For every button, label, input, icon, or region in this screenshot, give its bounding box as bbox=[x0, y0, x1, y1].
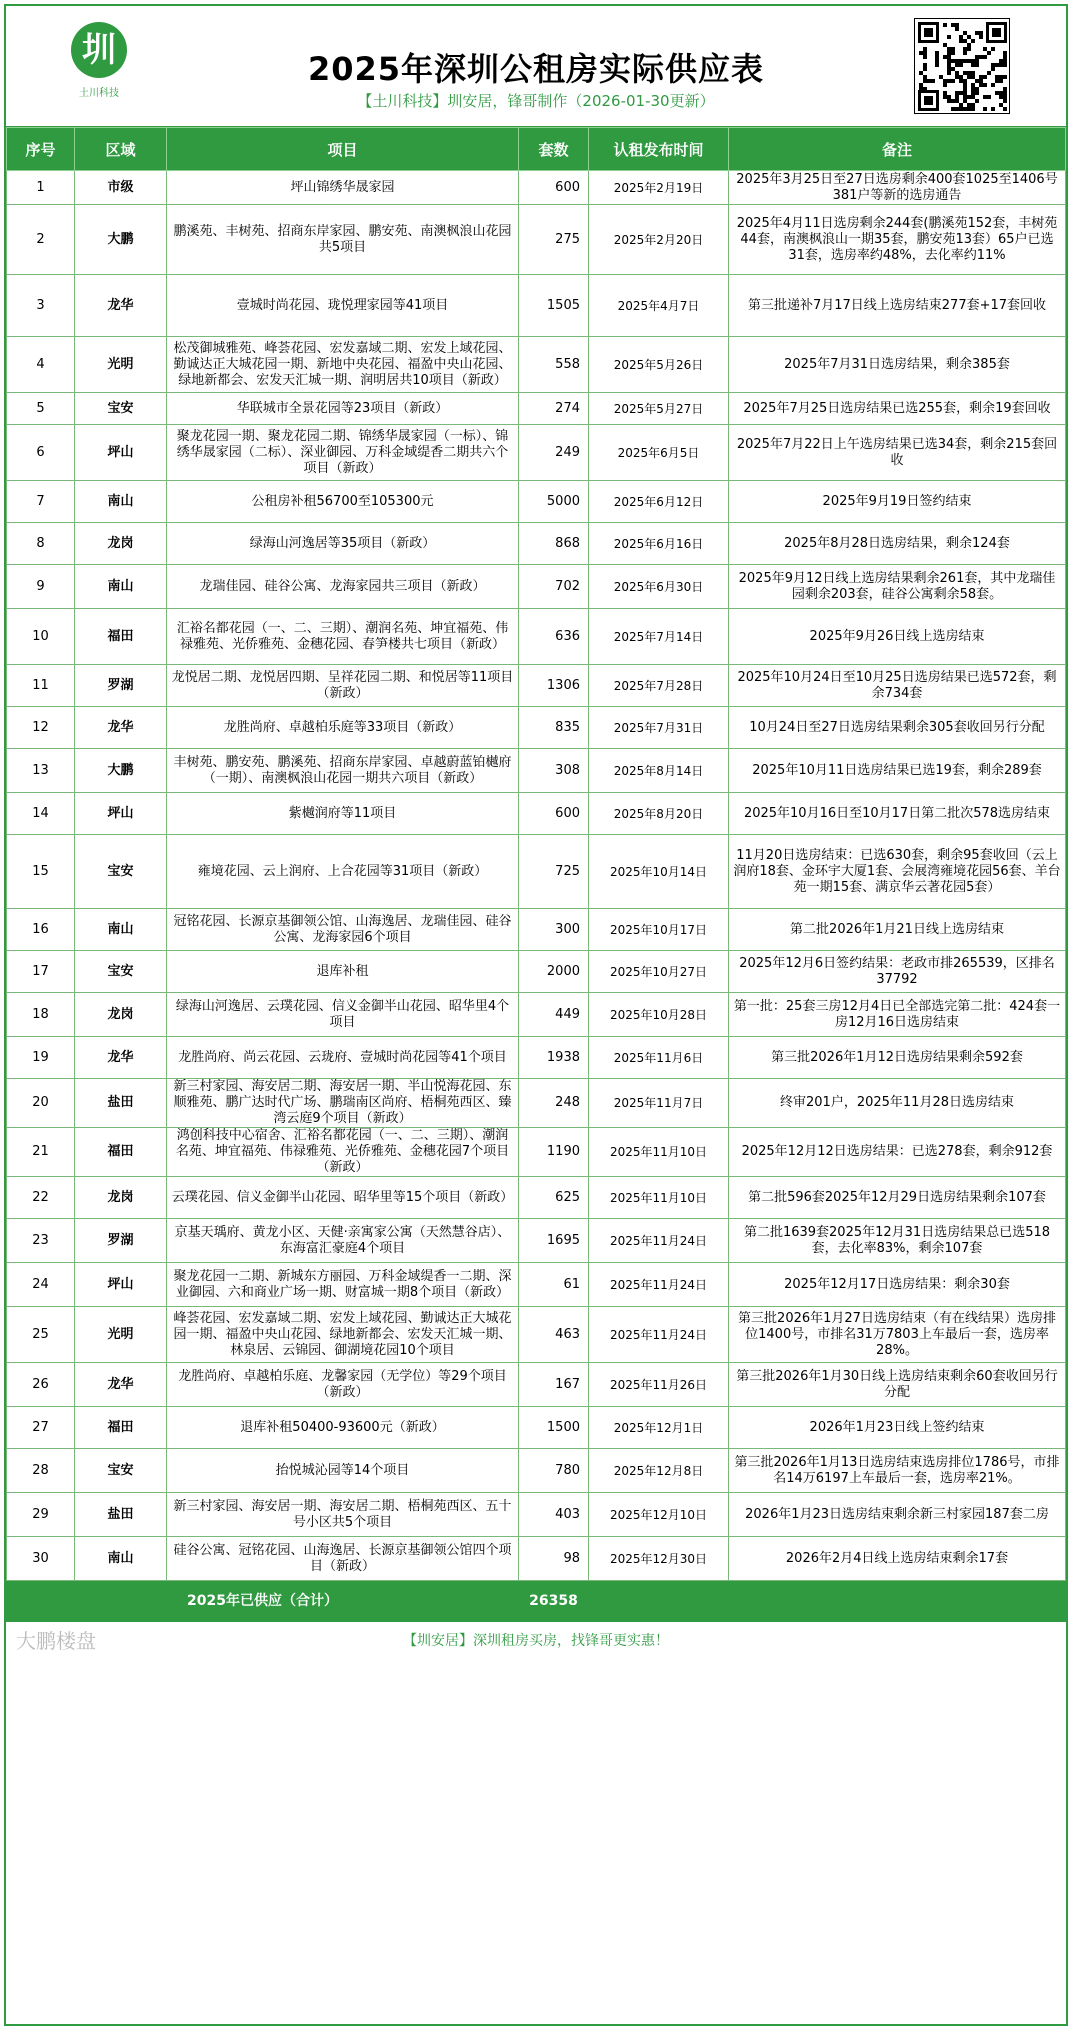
cell-count: 1695 bbox=[519, 1219, 589, 1263]
cell-project: 华联城市全景花园等23项目（新政） bbox=[167, 393, 519, 425]
cell-note: 2025年3月25日至27日选房剩余400套1025至1406号381户等新的选房通告 bbox=[729, 171, 1066, 205]
cell-project: 坪山锦绣华晟家园 bbox=[167, 171, 519, 205]
table-header-row bbox=[7, 128, 1066, 171]
cell-date: 2025年5月27日 bbox=[589, 393, 729, 425]
cell-date: 2025年12月1日 bbox=[589, 1407, 729, 1449]
cell-count: 61 bbox=[519, 1263, 589, 1307]
cell-count: 1190 bbox=[519, 1128, 589, 1177]
table-row bbox=[7, 565, 1066, 609]
cell-date: 2025年5月26日 bbox=[589, 337, 729, 393]
cell-no: 24 bbox=[7, 1263, 75, 1307]
cell-note: 第三批递补7月17日线上选房结束277套+17套回收 bbox=[729, 275, 1066, 337]
cell-area: 龙华 bbox=[75, 275, 167, 337]
cell-project: 汇裕名都花园（一、二、三期）、潮润名苑、坤宜福苑、伟禄雅苑、光侨雅苑、金穗花园、春笋楼共七项目（新政） bbox=[167, 609, 519, 665]
cell-no: 15 bbox=[7, 835, 75, 909]
cell-count: 636 bbox=[519, 609, 589, 665]
cell-no: 9 bbox=[7, 565, 75, 609]
cell-project: 退库补租 bbox=[167, 951, 519, 993]
cell-area: 坪山 bbox=[75, 425, 167, 481]
cell-project: 京基天瑀府、黄龙小区、天健·亲寓家公寓（天然慧谷店）、东海富汇豪庭4个项目 bbox=[167, 1219, 519, 1263]
table-row bbox=[7, 665, 1066, 707]
cell-note: 2026年1月23日线上签约结束 bbox=[729, 1407, 1066, 1449]
cell-date: 2025年11月24日 bbox=[589, 1263, 729, 1307]
cell-note: 第三批2026年1月30日线上选房结束剩余60套收回另行分配 bbox=[729, 1363, 1066, 1407]
cell-area: 南山 bbox=[75, 909, 167, 951]
cell-project: 雍境花园、云上润府、上合花园等31项目（新政） bbox=[167, 835, 519, 909]
cell-count: 5000 bbox=[519, 481, 589, 523]
cell-date: 2025年10月27日 bbox=[589, 951, 729, 993]
cell-no: 23 bbox=[7, 1219, 75, 1263]
cell-area: 坪山 bbox=[75, 793, 167, 835]
cell-note: 第二批596套2025年12月29日选房结果剩余107套 bbox=[729, 1177, 1066, 1219]
cell-no: 27 bbox=[7, 1407, 75, 1449]
cell-area: 福田 bbox=[75, 609, 167, 665]
cell-note: 第一批：25套三房12月4日已全部选完第二批：424套一房12月16日选房结束 bbox=[729, 993, 1066, 1037]
cell-area: 宝安 bbox=[75, 393, 167, 425]
qr-code-icon bbox=[914, 18, 1010, 114]
cell-count: 702 bbox=[519, 565, 589, 609]
cell-project: 退库补租50400-93600元（新政） bbox=[167, 1407, 519, 1449]
cell-date: 2025年10月17日 bbox=[589, 909, 729, 951]
table-row bbox=[7, 205, 1066, 275]
cell-no: 26 bbox=[7, 1363, 75, 1407]
supply-table bbox=[6, 127, 1066, 1622]
cell-project: 冠铭花园、长源京基御领公馆、山海逸居、龙瑞佳园、硅谷公寓、龙海家园6个项目 bbox=[167, 909, 519, 951]
cell-date: 2025年11月26日 bbox=[589, 1363, 729, 1407]
cell-project: 壹城时尚花园、珑悦理家园等41项目 bbox=[167, 275, 519, 337]
cell-no: 3 bbox=[7, 275, 75, 337]
cell-area: 宝安 bbox=[75, 1449, 167, 1493]
table-row bbox=[7, 951, 1066, 993]
cell-date: 2025年6月5日 bbox=[589, 425, 729, 481]
cell-no: 28 bbox=[7, 1449, 75, 1493]
cell-project: 峰荟花园、宏发嘉域二期、宏发上域花园、勤诚达正大城花园一期、福盈中央山花园、绿地新都会、宏发天汇城一期、林泉居、云锦园、御湖境花园10个项目 bbox=[167, 1307, 519, 1363]
cell-area: 罗湖 bbox=[75, 665, 167, 707]
cell-date: 2025年11月24日 bbox=[589, 1307, 729, 1363]
cell-no: 4 bbox=[7, 337, 75, 393]
cell-no: 20 bbox=[7, 1079, 75, 1128]
cell-no: 11 bbox=[7, 665, 75, 707]
cell-area: 南山 bbox=[75, 565, 167, 609]
cell-note: 2025年12月12日选房结果：已选278套，剩余912套 bbox=[729, 1128, 1066, 1177]
cell-date: 2025年2月20日 bbox=[589, 205, 729, 275]
page-subtitle: 【土川科技】圳安居，锋哥制作（2026-01-30更新） bbox=[357, 92, 715, 110]
cell-area: 福田 bbox=[75, 1407, 167, 1449]
cell-no: 12 bbox=[7, 707, 75, 749]
cell-area: 龙岗 bbox=[75, 993, 167, 1037]
cell-count: 275 bbox=[519, 205, 589, 275]
cell-note: 第二批2026年1月21日线上选房结束 bbox=[729, 909, 1066, 951]
page bbox=[4, 4, 1068, 2026]
cell-count: 780 bbox=[519, 1449, 589, 1493]
cell-no: 21 bbox=[7, 1128, 75, 1177]
table-row bbox=[7, 793, 1066, 835]
table-row bbox=[7, 1037, 1066, 1079]
cell-count: 463 bbox=[519, 1307, 589, 1363]
cell-date: 2025年6月16日 bbox=[589, 523, 729, 565]
cell-count: 249 bbox=[519, 425, 589, 481]
cell-area: 龙华 bbox=[75, 1363, 167, 1407]
col-header-date: 认租发布时间 bbox=[589, 128, 729, 171]
cell-date: 2025年12月8日 bbox=[589, 1449, 729, 1493]
cell-note: 2026年1月23日选房结束剩余新三村家园187套二房 bbox=[729, 1493, 1066, 1537]
cell-note: 2025年8月28日选房结果，剩余124套 bbox=[729, 523, 1066, 565]
cell-note: 2025年9月19日签约结束 bbox=[729, 481, 1066, 523]
cell-no: 16 bbox=[7, 909, 75, 951]
cell-note: 2025年10月16日至10月17日第二批次578选房结束 bbox=[729, 793, 1066, 835]
cell-note: 第三批2026年1月12日选房结果剩余592套 bbox=[729, 1037, 1066, 1079]
table-row bbox=[7, 1449, 1066, 1493]
cell-date: 2025年8月14日 bbox=[589, 749, 729, 793]
cell-project: 鹏溪苑、丰树苑、招商东岸家园、鹏安苑、南澳枫浪山花园共5项目 bbox=[167, 205, 519, 275]
table-row bbox=[7, 1537, 1066, 1581]
cell-no: 14 bbox=[7, 793, 75, 835]
cell-date: 2025年12月10日 bbox=[589, 1493, 729, 1537]
logo-text: 土川科技 bbox=[79, 88, 119, 99]
cell-project: 龙胜尚府、卓越柏乐庭、龙馨家园（无学位）等29个项目（新政） bbox=[167, 1363, 519, 1407]
cell-count: 558 bbox=[519, 337, 589, 393]
cell-project: 新三村家园、海安居二期、海安居一期、半山悦海花园、东顺雅苑、鹏广达时代广场、鹏瑞南区尚府、梧桐苑西区、臻湾云庭9个项目（新政） bbox=[167, 1079, 519, 1128]
cell-note: 2025年10月11日选房结果已选19套，剩余289套 bbox=[729, 749, 1066, 793]
cell-no: 8 bbox=[7, 523, 75, 565]
cell-no: 17 bbox=[7, 951, 75, 993]
cell-note: 2025年9月26日线上选房结束 bbox=[729, 609, 1066, 665]
cell-note: 2025年7月31日选房结果，剩余385套 bbox=[729, 337, 1066, 393]
cell-area: 大鹏 bbox=[75, 749, 167, 793]
cell-date: 2025年8月20日 bbox=[589, 793, 729, 835]
col-header-project: 项目 bbox=[167, 128, 519, 171]
cell-date: 2025年6月12日 bbox=[589, 481, 729, 523]
cell-note: 2025年12月17日选房结果：剩余30套 bbox=[729, 1263, 1066, 1307]
header bbox=[6, 6, 1066, 127]
cell-area: 龙岗 bbox=[75, 523, 167, 565]
cell-date: 2025年12月30日 bbox=[589, 1537, 729, 1581]
total-value: 26358 bbox=[519, 1581, 589, 1622]
table-row bbox=[7, 275, 1066, 337]
cell-date: 2025年11月10日 bbox=[589, 1177, 729, 1219]
cell-area: 罗湖 bbox=[75, 1219, 167, 1263]
cell-project: 聚龙花园一期、聚龙花园二期、锦绣华晟家园（一标）、锦绣华晟家园（二标）、深业御园、万科金域缇香二期共六个项目（新政） bbox=[167, 425, 519, 481]
cell-area: 龙岗 bbox=[75, 1177, 167, 1219]
cell-project: 丰树苑、鹏安苑、鹏溪苑、招商东岸家园、卓越蔚蓝铂樾府（一期）、南澳枫浪山花园一期共六项目（新政） bbox=[167, 749, 519, 793]
cell-no: 25 bbox=[7, 1307, 75, 1363]
cell-count: 300 bbox=[519, 909, 589, 951]
cell-area: 龙华 bbox=[75, 707, 167, 749]
cell-note: 终审201户，2025年11月28日选房结束 bbox=[729, 1079, 1066, 1128]
footer bbox=[6, 1622, 1066, 1660]
cell-count: 274 bbox=[519, 393, 589, 425]
table-row bbox=[7, 481, 1066, 523]
cell-project: 鸿创科技中心宿舍、汇裕名都花园（一、二、三期）、潮润名苑、坤宜福苑、伟禄雅苑、光侨雅苑、金穗花园7个项目（新政） bbox=[167, 1128, 519, 1177]
table-row bbox=[7, 1493, 1066, 1537]
cell-no: 7 bbox=[7, 481, 75, 523]
cell-area: 南山 bbox=[75, 1537, 167, 1581]
cell-project: 龙悦居二期、龙悦居四期、呈祥花园二期、和悦居等11项目（新政） bbox=[167, 665, 519, 707]
cell-no: 18 bbox=[7, 993, 75, 1037]
cell-date: 2025年10月14日 bbox=[589, 835, 729, 909]
cell-date: 2025年11月10日 bbox=[589, 1128, 729, 1177]
table-row bbox=[7, 609, 1066, 665]
table-row bbox=[7, 171, 1066, 205]
cell-count: 2000 bbox=[519, 951, 589, 993]
table-row bbox=[7, 749, 1066, 793]
cell-area: 宝安 bbox=[75, 951, 167, 993]
cell-no: 10 bbox=[7, 609, 75, 665]
cell-date: 2025年11月24日 bbox=[589, 1219, 729, 1263]
cell-no: 19 bbox=[7, 1037, 75, 1079]
cell-date: 2025年6月30日 bbox=[589, 565, 729, 609]
table-row bbox=[7, 1363, 1066, 1407]
cell-date: 2025年7月31日 bbox=[589, 707, 729, 749]
cell-project: 松茂御城雅苑、峰荟花园、宏发嘉域二期、宏发上域花园、勤诚达正大城花园一期、新地中央花园、福盈中央山花园、绿地新都会、宏发天汇城一期、润明居共10项目（新政） bbox=[167, 337, 519, 393]
cell-area: 南山 bbox=[75, 481, 167, 523]
cell-date: 2025年7月14日 bbox=[589, 609, 729, 665]
cell-note: 2025年4月11日选房剩余244套(鹏溪苑152套，丰树苑44套，南澳枫浪山一期35套，鹏安苑13套）65户已选31套，选房率约48%，去化率约11% bbox=[729, 205, 1066, 275]
cell-project: 绿海山河逸居、云璞花园、信义金御半山花园、昭华里4个项目 bbox=[167, 993, 519, 1037]
cell-count: 167 bbox=[519, 1363, 589, 1407]
cell-count: 248 bbox=[519, 1079, 589, 1128]
cell-note: 第三批2026年1月27日选房结束（有在线结果）选房排位1400号，市排名31万7803上车最后一套，选房率28%。 bbox=[729, 1307, 1066, 1363]
cell-count: 1500 bbox=[519, 1407, 589, 1449]
cell-project: 龙胜尚府、卓越柏乐庭等33项目（新政） bbox=[167, 707, 519, 749]
cell-date: 2025年4月7日 bbox=[589, 275, 729, 337]
cell-date: 2025年7月28日 bbox=[589, 665, 729, 707]
cell-count: 600 bbox=[519, 171, 589, 205]
cell-note: 2025年10月24日至10月25日选房结果已选572套，剩余734套 bbox=[729, 665, 1066, 707]
cell-no: 22 bbox=[7, 1177, 75, 1219]
cell-area: 盐田 bbox=[75, 1493, 167, 1537]
cell-count: 868 bbox=[519, 523, 589, 565]
cell-note: 2025年7月22日上午选房结果已选34套，剩余215套回收 bbox=[729, 425, 1066, 481]
cell-area: 福田 bbox=[75, 1128, 167, 1177]
cell-count: 1505 bbox=[519, 275, 589, 337]
cell-area: 市级 bbox=[75, 171, 167, 205]
table-row bbox=[7, 909, 1066, 951]
table-row bbox=[7, 835, 1066, 909]
cell-project: 龙瑞佳园、硅谷公寓、龙海家园共三项目（新政） bbox=[167, 565, 519, 609]
cell-date: 2025年10月28日 bbox=[589, 993, 729, 1037]
cell-project: 聚龙花园一二期、新城东方丽园、万科金域缇香一二期、深业御园、六和商业广场一期、财富城一期8个项目（新政） bbox=[167, 1263, 519, 1307]
cell-project: 云璞花园、信义金御半山花园、昭华里等15个项目（新政） bbox=[167, 1177, 519, 1219]
cell-count: 98 bbox=[519, 1537, 589, 1581]
table-row bbox=[7, 1079, 1066, 1128]
cell-note: 第三批2026年1月13日选房结束选房排位1786号，市排名14万6197上车最后一套，选房率21%。 bbox=[729, 1449, 1066, 1493]
cell-note: 第二批1639套2025年12月31日选房结果总已选518套，去化率83%，剩余107套 bbox=[729, 1219, 1066, 1263]
cell-project: 公租房补租56700至105300元 bbox=[167, 481, 519, 523]
cell-note: 2025年9月12日线上选房结果剩余261套，其中龙瑞佳园剩余203套，硅谷公寓剩余58套。 bbox=[729, 565, 1066, 609]
logo-mark: 圳 bbox=[71, 22, 127, 78]
cell-count: 449 bbox=[519, 993, 589, 1037]
cell-count: 725 bbox=[519, 835, 589, 909]
col-header-no: 序号 bbox=[7, 128, 75, 171]
table-row bbox=[7, 1177, 1066, 1219]
cell-area: 宝安 bbox=[75, 835, 167, 909]
cell-note: 2025年7月25日选房结果已选255套，剩余19套回收 bbox=[729, 393, 1066, 425]
cell-count: 1306 bbox=[519, 665, 589, 707]
cell-note: 2026年2月4日线上选房结束剩余17套 bbox=[729, 1537, 1066, 1581]
table-row bbox=[7, 707, 1066, 749]
cell-no: 29 bbox=[7, 1493, 75, 1537]
cell-count: 625 bbox=[519, 1177, 589, 1219]
total-empty bbox=[589, 1581, 1066, 1622]
table-row bbox=[7, 425, 1066, 481]
table-row bbox=[7, 1219, 1066, 1263]
cell-project: 紫樾润府等11项目 bbox=[167, 793, 519, 835]
cell-project: 抬悦城沁园等14个项目 bbox=[167, 1449, 519, 1493]
cell-no: 5 bbox=[7, 393, 75, 425]
cell-project: 绿海山河逸居等35项目（新政） bbox=[167, 523, 519, 565]
table-row bbox=[7, 1307, 1066, 1363]
table-row bbox=[7, 993, 1066, 1037]
table-row bbox=[7, 1128, 1066, 1177]
cell-project: 新三村家园、海安居一期、海安居二期、梧桐苑西区、五十号小区共5个项目 bbox=[167, 1493, 519, 1537]
cell-date: 2025年2月19日 bbox=[589, 171, 729, 205]
cell-count: 835 bbox=[519, 707, 589, 749]
table-row bbox=[7, 337, 1066, 393]
cell-note: 2025年12月6日签约结果：老政市排265539，区排名37792 bbox=[729, 951, 1066, 993]
cell-count: 600 bbox=[519, 793, 589, 835]
cell-date: 2025年11月6日 bbox=[589, 1037, 729, 1079]
cell-area: 坪山 bbox=[75, 1263, 167, 1307]
cell-project: 龙胜尚府、尚云花园、云珑府、壹城时尚花园等41个项目 bbox=[167, 1037, 519, 1079]
cell-count: 1938 bbox=[519, 1037, 589, 1079]
cell-area: 光明 bbox=[75, 337, 167, 393]
watermark: 大鹏楼盘 bbox=[16, 1629, 96, 1653]
cell-no: 13 bbox=[7, 749, 75, 793]
cell-project: 硅谷公寓、冠铭花园、山海逸居、长源京基御领公馆四个项目（新政） bbox=[167, 1537, 519, 1581]
page-title: 2025年深圳公租房实际供应表 bbox=[307, 50, 765, 88]
table-row bbox=[7, 523, 1066, 565]
cell-date: 2025年11月7日 bbox=[589, 1079, 729, 1128]
cell-no: 30 bbox=[7, 1537, 75, 1581]
cell-note: 10月24日至27日选房结果剩余305套收回另行分配 bbox=[729, 707, 1066, 749]
cell-area: 光明 bbox=[75, 1307, 167, 1363]
cell-count: 403 bbox=[519, 1493, 589, 1537]
total-row bbox=[7, 1581, 1066, 1622]
col-header-area: 区域 bbox=[75, 128, 167, 171]
cell-area: 盐田 bbox=[75, 1079, 167, 1128]
cell-area: 大鹏 bbox=[75, 205, 167, 275]
cell-no: 6 bbox=[7, 425, 75, 481]
cell-note: 11月20日选房结束：已选630套，剩余95套收回（云上润府18套、金环宇大厦1套、会展湾雍境花园56套、羊台苑一期15套、满京华云著花园5套） bbox=[729, 835, 1066, 909]
cell-count: 308 bbox=[519, 749, 589, 793]
col-header-count: 套数 bbox=[519, 128, 589, 171]
table-row bbox=[7, 1263, 1066, 1307]
cell-area: 龙华 bbox=[75, 1037, 167, 1079]
table-row bbox=[7, 393, 1066, 425]
table-row bbox=[7, 1407, 1066, 1449]
footer-text: 【圳安居】深圳租房买房，找锋哥更实惠！ bbox=[403, 1633, 669, 1649]
total-label: 2025年已供应（合计） bbox=[7, 1581, 519, 1622]
cell-no: 2 bbox=[7, 205, 75, 275]
col-header-note: 备注 bbox=[729, 128, 1066, 171]
cell-no: 1 bbox=[7, 171, 75, 205]
